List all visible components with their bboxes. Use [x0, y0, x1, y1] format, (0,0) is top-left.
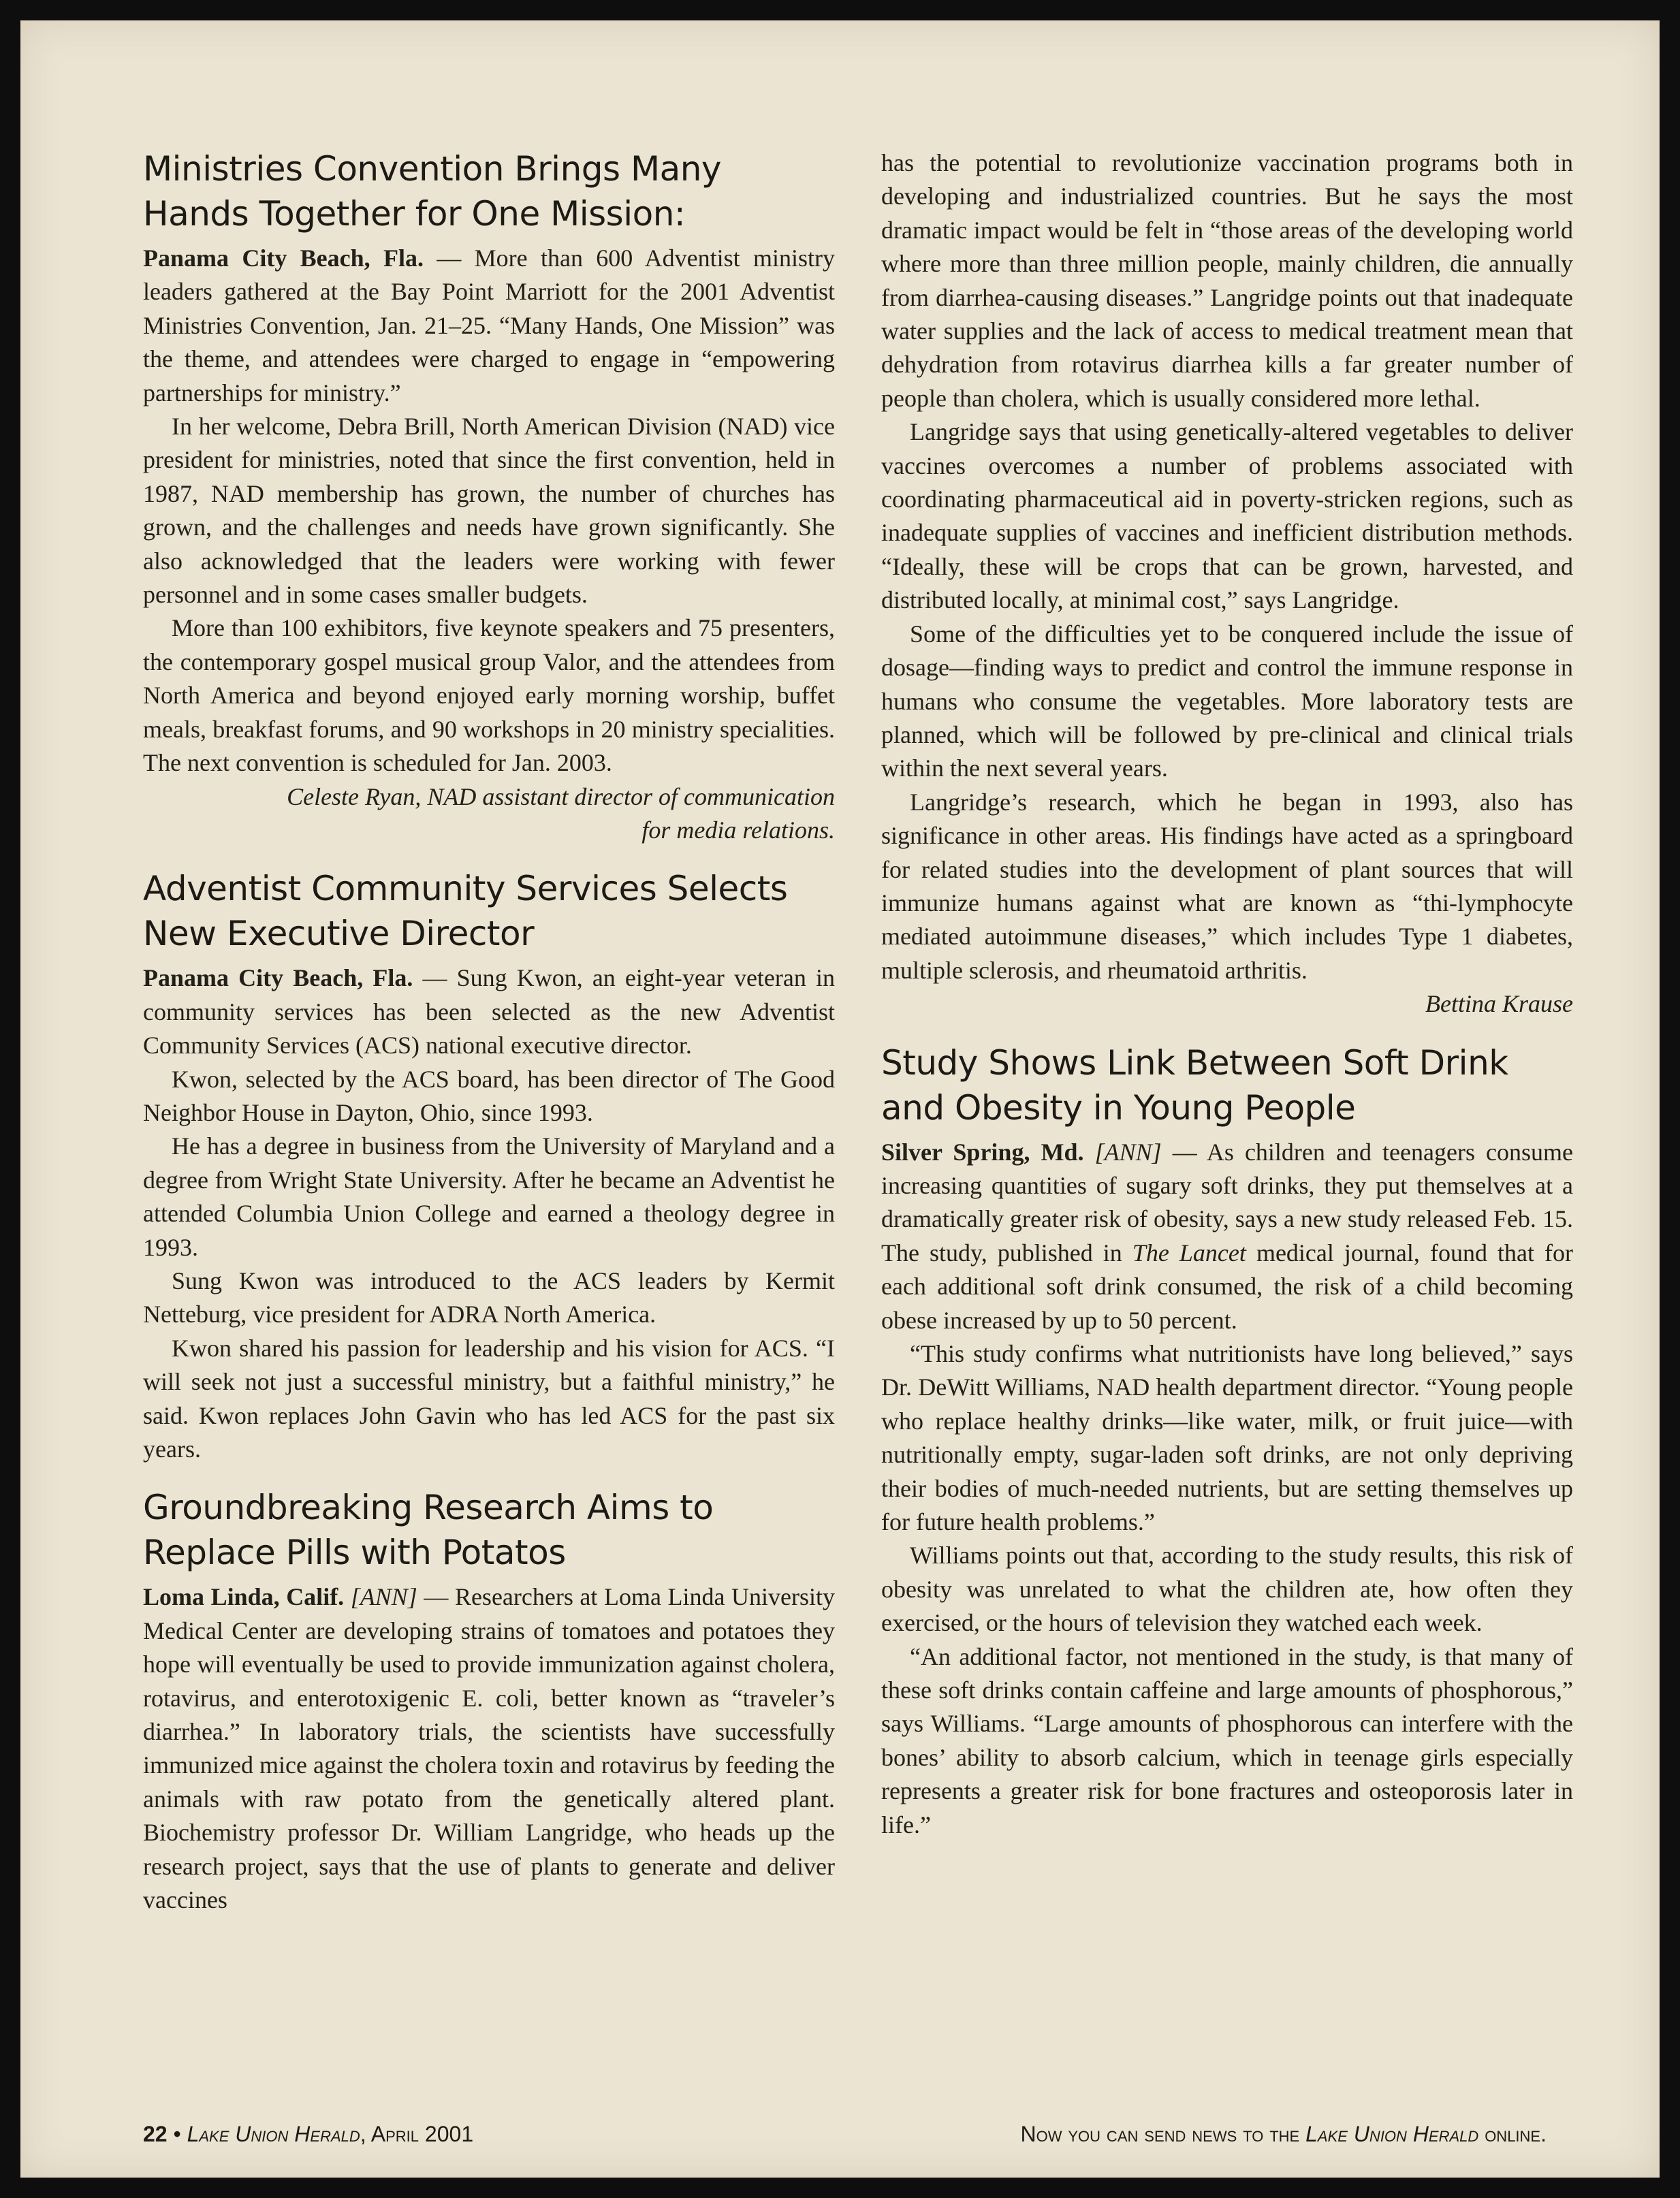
article-paragraph: Kwon shared his passion for leadership and his vision for ACS. “I will seek not just a successful ministry, but a faithful ministry,” he said. Kwon replaces John Gavin who has led ACS for the past six years. — [143, 1334, 835, 1463]
dateline: Panama City Beach, Fla. — [143, 964, 413, 992]
promo-text: online. — [1478, 2122, 1547, 2146]
publication-name: Lake Union Herald — [1305, 2122, 1479, 2146]
article-paragraph: He has a degree in business from the University of Maryland and a degree from Wright State University. After he became an Adventist he attended Columbia Union College and earned a theology degree in 1993. — [143, 1132, 835, 1261]
article-lead-paragraph — [143, 242, 835, 410]
paragraph-text: — Sung Kwon, an eight-year veteran in community services has been selected as the new Adventist Community Services (ACS) national executive director. — [143, 964, 835, 1060]
right-column — [881, 146, 1573, 1842]
article-headline: Ministries Convention Brings Many Hands Together for One Mission: — [143, 149, 722, 234]
article-paragraph: Langridge’s research, which he began in 1993, also has significance in other areas. His findings have acted as a springboard for related studies into the development of plant sources that will immunize humans against what are known as “thi-lymphocyte mediated autoimmune diseases,” which includes Type 1 diabetes, multiple sclerosis, and rheumatoid arthritis. — [881, 788, 1573, 984]
article-soft-drink-obesity — [881, 1040, 1573, 1843]
magazine-page — [20, 20, 1660, 2178]
author-credit-line: Celeste Ryan, NAD assistant director of communication — [287, 782, 835, 810]
article-paragraph: Williams points out that, according to the study results, this risk of obesity was unrelated to what the children ate, how often they exercised, or the hours of television they watched each week. — [881, 1542, 1573, 1637]
folio-bullet: • — [173, 2122, 181, 2146]
paragraph-text: medical journal, found that for each additional soft drink consumed, the risk of a child becoming obese increased by up to 50 percent. — [881, 1239, 1574, 1334]
promo-text: Now you can send news to the — [1020, 2122, 1306, 2146]
paragraph-text: — As children and teenagers consume increasing quantities of sugary soft drinks, they put themselves at a dramatically greater risk of obesity, says a new study released Feb. 15. The study, published in — [881, 1138, 1573, 1267]
author-credit-line: for media relations. — [641, 816, 835, 844]
article-continuation — [881, 146, 1573, 1021]
left-column — [143, 146, 835, 1917]
news-source: [ANN] — [350, 1583, 417, 1611]
article-paragraph: Sung Kwon was introduced to the ACS leaders by Kermit Netteburg, vice president for ADRA North America. — [143, 1267, 835, 1328]
publication-name: Lake Union Herald — [187, 2122, 360, 2146]
article-paragraph: “This study confirms what nutritionists have long believed,” says Dr. DeWitt Williams, NAD health department director. “Young people who replace healthy drinks—like water, milk, or fruit juice—with nutritionally empty, sugar-laden soft drinks, are not only depriving their bodies of much-needed nutrients, but are setting themselves up for future health problems.” — [881, 1340, 1573, 1536]
article-paragraph: More than 100 exhibitors, five keynote speakers and 75 presenters, the contemporary gospel musical group Valor, and the attendees from North America and beyond enjoyed early morning worship, buffet meals, breakfast forums, and 90 workshops in 20 ministry specialities. The next convention is scheduled for Jan. 2003. — [143, 614, 835, 777]
article-lead-paragraph — [143, 961, 835, 1062]
dateline: Silver Spring, Md. — [881, 1138, 1084, 1166]
page-number: 22 — [143, 2122, 168, 2146]
journal-title: The Lancet — [1132, 1239, 1246, 1267]
article-acs-director — [143, 866, 835, 1466]
article-paragraph: Some of the difficulties yet to be conquered include the issue of dosage—finding ways to predict and control the immune response in humans who consume the vegetables. More laboratory tests are planned, which will be followed by pre-clinical and clinical trials within the next several years. — [881, 620, 1573, 782]
article-headline: Study Shows Link Between Soft Drink and Obesity in Young People — [881, 1042, 1508, 1128]
article-paragraph: Kwon, selected by the ACS board, has been director of The Good Neighbor House in Dayton, Ohio, since 1993. — [143, 1065, 835, 1126]
news-source: [ANN] — [1094, 1138, 1162, 1166]
author-credit — [143, 780, 835, 848]
article-paragraph: Langridge says that using genetically-altered vegetables to deliver vaccines overcomes a number of problems associated with coordinating pharmaceutical aid in poverty-stricken regions, such as inadequate supplies of vaccines and inefficient distribution methods. “Ideally, these will be crops that can be grown, harvested, and distributed locally, at minimal cost,” says Langridge. — [881, 418, 1573, 614]
article-potato-vaccines — [143, 1485, 835, 1917]
footer-promo — [1020, 2122, 1547, 2147]
article-lead-paragraph — [881, 1136, 1573, 1337]
article-lead-paragraph — [143, 1580, 835, 1917]
article-paragraph: “An additional factor, not mentioned in the study, is that many of these soft drinks contain caffeine and large amounts of phosphorous,” says Williams. “Large amounts of phosphorous can interfere with the bones’ ability to absorb calcium, which in teenage girls especially represents a greater risk for bone fractures and osteoporosis later in life.” — [881, 1642, 1573, 1838]
issue-date: , April 2001 — [360, 2122, 474, 2146]
paragraph-text: — Researchers at Loma Linda University Medical Center are developing strains of tomatoes and potatoes they hope will eventually be used to provide immunization against cholera, rotavirus, and enterotoxigenic E. coli, better known as “traveler’s diarrhea.” In laboratory trials, the scientists have successfully immunized mice against the cholera toxin and rotavirus by feeding the animals with raw potato from the genetically altered plant. Biochemistry professor Dr. William Langridge, who heads up the research project, says that the use of plants to generate and deliver vaccines — [143, 1583, 836, 1914]
dateline: Loma Linda, Calif. — [143, 1583, 345, 1611]
article-headline: Adventist Community Services Selects New Executive Director — [143, 869, 788, 954]
paragraph-text: — More than 600 Adventist ministry leaders gathered at the Bay Point Marriott for the 2001 Adventist Ministries Convention, Jan. 21–25. “Many Hands, One Mission” was the theme, and attendees were charged to engage in “empowering partnerships for ministry.” — [143, 244, 835, 407]
dateline: Panama City Beach, Fla. — [143, 244, 424, 272]
article-paragraph: In her welcome, Debra Brill, North American Division (NAD) vice president for ministries, noted that since the first convention, held in 1987, NAD membership has grown, the number of churches has grown, and the challenges and needs have grown significantly. She also acknowledged that the leaders were working with fewer personnel and in some cases smaller budgets. — [143, 413, 835, 609]
article-paragraph: has the potential to revolutionize vaccination programs both in developing and industrialized countries. But he says the most dramatic impact would be felt in “those areas of the developing world where more than three million people, mainly children, die annually from diarrhea-causing diseases.” Langridge points out that inadequate water supplies and the lack of access to medical treatment mean that dehydration from rotavirus diarrhea kills a far greater number of people than cholera, which is usually considered more lethal. — [881, 149, 1573, 412]
author-credit: Bettina Krause — [1425, 990, 1573, 1018]
article-headline: Groundbreaking Research Aims to Replace Pills with Potatos — [143, 1488, 714, 1573]
article-ministries-convention — [143, 146, 835, 847]
footer-folio — [143, 2122, 473, 2147]
